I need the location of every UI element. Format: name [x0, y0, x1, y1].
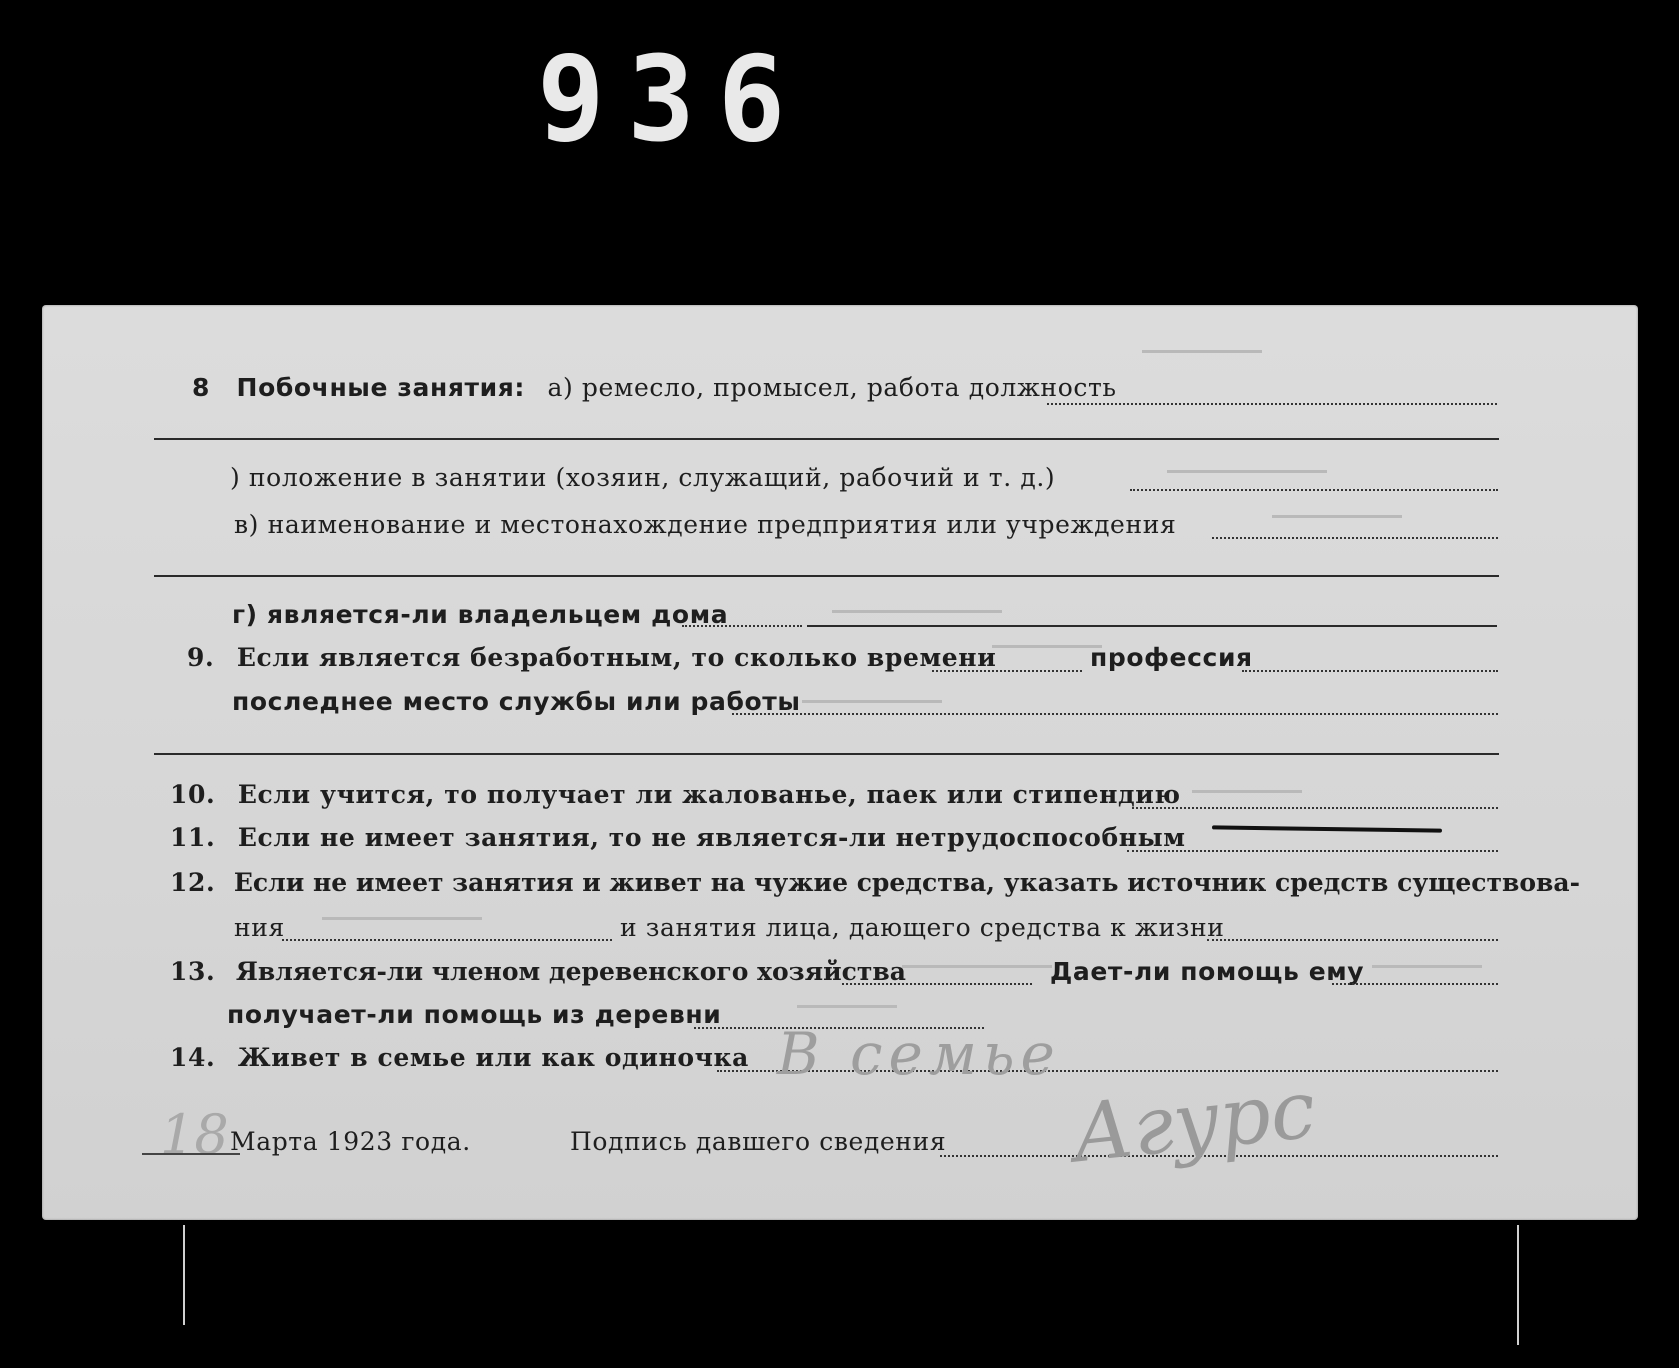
footer-signature-label: Подпись давшего сведения	[570, 1127, 947, 1156]
q8-g-field[interactable]	[682, 625, 802, 627]
q10-field[interactable]	[1132, 807, 1498, 809]
q12-provider-field[interactable]	[1207, 939, 1498, 941]
pencil-mark	[992, 645, 1102, 648]
q11-field[interactable]	[1127, 850, 1498, 852]
q14-text: Живет в семье или как одиночка	[237, 1043, 749, 1072]
q13-help-to-field[interactable]	[1332, 983, 1498, 985]
footer-day-handwritten: 18	[160, 1103, 229, 1166]
q14-line	[170, 1043, 749, 1072]
q12-cont-a: ния	[234, 913, 285, 942]
scan-edge-mark	[1517, 1225, 1519, 1345]
footer-day-line[interactable]	[142, 1153, 240, 1155]
q12-cont-b: и занятия лица, дающего средства к жизни	[620, 913, 1225, 942]
pencil-mark	[797, 1005, 897, 1008]
q9-profession-label: профессия	[1090, 643, 1253, 672]
q9-line	[187, 643, 996, 672]
census-card	[42, 305, 1638, 1220]
q9-time-field[interactable]	[932, 670, 1082, 672]
q11-ink-stroke	[1212, 825, 1442, 832]
footer-date-text: Марта 1923 года.	[230, 1127, 471, 1156]
pencil-mark	[802, 700, 942, 703]
q13-number: 13.	[170, 957, 216, 986]
q13-text: Является-ли членом деревенского хозяйства	[235, 957, 906, 986]
q12-text: Если не имеет занятия и живет на чужие средства, указать источник средств существова-	[233, 868, 1580, 897]
q9-continuation-line[interactable]	[154, 753, 1499, 755]
q8-number: 8	[192, 373, 210, 402]
q8-title: Побочные занятия:	[236, 373, 525, 402]
q14-number: 14.	[170, 1043, 216, 1072]
q12-source-field[interactable]	[282, 939, 612, 941]
q10-number: 10.	[170, 780, 216, 809]
pencil-mark	[1272, 515, 1402, 518]
pencil-mark	[902, 965, 1052, 968]
q9-number: 9.	[187, 643, 215, 672]
q8-v-continuation-line[interactable]	[154, 575, 1499, 577]
pencil-mark	[1142, 350, 1262, 353]
q14-handwritten-answer: В семье	[777, 1020, 1061, 1088]
q11-text: Если не имеет занятия, то не является-ли нетрудоспособным	[237, 823, 1186, 852]
q13-line	[170, 957, 906, 986]
pencil-mark	[322, 917, 482, 920]
pencil-mark	[1192, 790, 1302, 793]
q11-number: 11.	[170, 823, 216, 852]
q12-line	[170, 868, 1580, 897]
q10-line	[170, 780, 1181, 809]
q8-b-field[interactable]	[1130, 489, 1498, 491]
frame-number: 936	[537, 30, 809, 168]
scan-edge-mark	[183, 1225, 185, 1325]
q13-help-to-label: Дает-ли помощь ему	[1050, 957, 1365, 986]
pencil-mark	[1372, 965, 1482, 968]
q8-g-text: г) является-ли владельцем дома	[232, 600, 729, 629]
pencil-mark	[832, 610, 1002, 613]
q8-b-text: ) положение в занятии (хозяин, служащий, рабочий и т. д.)	[230, 463, 1056, 492]
q12-number: 12.	[170, 868, 216, 897]
q9-last-place-label: последнее место службы или работы	[232, 687, 801, 716]
q10-text: Если учится, то получает ли жалованье, паек или стипендию	[237, 780, 1181, 809]
q9-profession-field[interactable]	[1242, 670, 1498, 672]
pencil-mark	[1167, 470, 1327, 473]
q9-last-place-field[interactable]	[732, 713, 1498, 715]
q8-a-field[interactable]	[1047, 403, 1497, 405]
footer-signature-handwritten: Агурс	[1067, 1062, 1320, 1181]
q8-v-field[interactable]	[1212, 537, 1498, 539]
q8-g-rule	[807, 625, 1497, 627]
q8-a-text: а) ремесло, промысел, работа должность	[547, 373, 1117, 402]
q11-line	[170, 823, 1186, 852]
q8-a-continuation-line[interactable]	[154, 438, 1499, 440]
q9-text: Если является безработным, то сколько времени	[236, 643, 997, 672]
q8-line-a	[192, 373, 1117, 402]
q13-help-from-label: получает-ли помощь из деревни	[227, 1000, 722, 1029]
q13-member-field[interactable]	[842, 983, 1032, 985]
q8-v-text: в) наименование и местонахождение предприятия или учреждения	[234, 510, 1177, 539]
